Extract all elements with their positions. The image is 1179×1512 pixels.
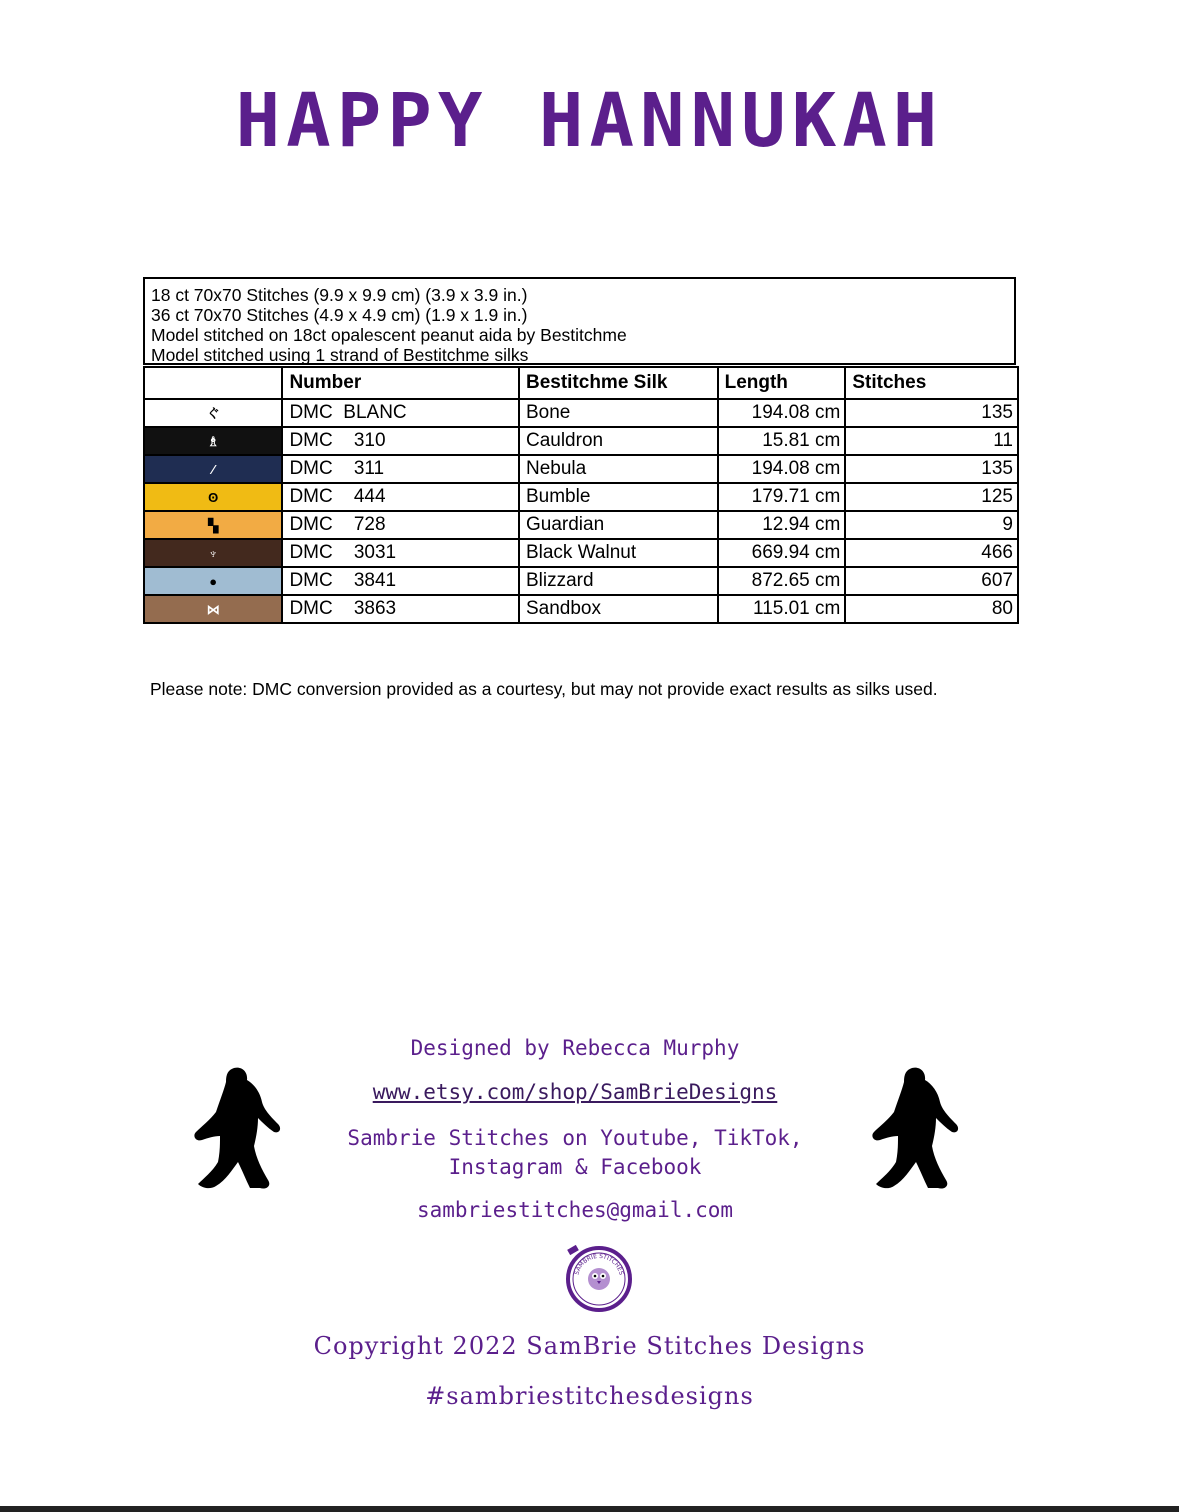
stitch-symbol-icon: ♆	[208, 546, 219, 561]
thread-length: 15.81 cm	[718, 427, 846, 455]
sambrie-stitches-logo-icon	[564, 1243, 634, 1313]
info-line-18ct: 18 ct 70x70 Stitches (9.9 x 9.9 cm) (3.9 x 3.9 in.)	[151, 285, 528, 305]
stitch-count: 80	[845, 595, 1018, 623]
bigfoot-silhouette-left-icon	[186, 1062, 286, 1192]
stitch-count: 135	[845, 455, 1018, 483]
info-line-fabric: Model stitched on 18ct opalescent peanut aida by Bestitchme	[151, 325, 627, 345]
silk-name: Blizzard	[519, 567, 718, 595]
silk-name: Nebula	[519, 455, 718, 483]
stitch-count: 11	[845, 427, 1018, 455]
table-row	[144, 399, 1018, 427]
silk-name: Bumble	[519, 483, 718, 511]
pattern-info-box	[143, 277, 1016, 365]
hashtag-text: #sambriestitchesdesigns	[425, 1382, 754, 1410]
dmc-number: DMC 310	[282, 427, 519, 455]
table-row	[144, 567, 1018, 595]
silk-name: Guardian	[519, 511, 718, 539]
thread-length: 12.94 cm	[718, 511, 846, 539]
stitch-count: 135	[845, 399, 1018, 427]
table-row	[144, 595, 1018, 623]
thread-length: 669.94 cm	[718, 539, 846, 567]
thread-length: 194.08 cm	[718, 399, 846, 427]
table-row	[144, 539, 1018, 567]
bottom-border	[0, 1506, 1179, 1512]
header-length: Length	[718, 367, 846, 399]
info-line-strands: Model stitched using 1 strand of Bestitchme silks	[151, 345, 529, 365]
social-media-text: Sambrie Stitches on Youtube, TikTok, Instagram & Facebook	[347, 1126, 803, 1179]
stitch-count: 466	[845, 539, 1018, 567]
table-row	[144, 427, 1018, 455]
color-swatch	[144, 567, 282, 595]
copyright-text: Copyright 2022 SamBrie Stitches Designs	[313, 1332, 866, 1360]
thread-length: 115.01 cm	[718, 595, 846, 623]
contact-email[interactable]: sambriestitches@gmail.com	[416, 1198, 734, 1222]
stitch-count: 607	[845, 567, 1018, 595]
info-line-36ct: 36 ct 70x70 Stitches (4.9 x 4.9 cm) (1.9 x 1.9 in.)	[151, 305, 528, 325]
color-swatch	[144, 539, 282, 567]
stitch-symbol-icon: ●	[209, 574, 218, 589]
stitch-symbol-icon: ♗	[207, 434, 220, 449]
header-number: Number	[282, 367, 519, 399]
stitch-symbol-icon: ▚	[208, 518, 219, 533]
dmc-conversion-note: Please note: DMC conversion provided as a courtesy, but may not provide exact results as silks used.	[150, 679, 938, 699]
thread-length: 179.71 cm	[718, 483, 846, 511]
stitch-symbol-icon: ぐ	[206, 406, 220, 421]
etsy-shop-link[interactable]: www.etsy.com/shop/SamBrieDesigns	[372, 1080, 778, 1104]
silk-name: Black Walnut	[519, 539, 718, 567]
color-swatch	[144, 483, 282, 511]
header-silk: Bestitchme Silk	[519, 367, 718, 399]
silk-name: Cauldron	[519, 427, 718, 455]
thread-length: 194.08 cm	[718, 455, 846, 483]
logo-text: SAMBRIE STITCHES	[573, 1252, 625, 1276]
stitch-count: 125	[845, 483, 1018, 511]
dmc-number: DMC 3863	[282, 595, 519, 623]
thread-key-table	[143, 366, 1019, 624]
table-row	[144, 511, 1018, 539]
dmc-number: DMC 3031	[282, 539, 519, 567]
dmc-number: DMC BLANC	[282, 399, 519, 427]
dmc-number: DMC 3841	[282, 567, 519, 595]
table-row	[144, 455, 1018, 483]
color-swatch	[144, 595, 282, 623]
page-title: HAPPY HANNUKAH	[235, 78, 944, 164]
dmc-number: DMC 728	[282, 511, 519, 539]
dmc-number: DMC 311	[282, 455, 519, 483]
stitch-count: 9	[845, 511, 1018, 539]
header-stitches: Stitches	[845, 367, 1018, 399]
header-swatch	[144, 367, 282, 399]
stitch-symbol-icon: ⁄	[212, 462, 215, 477]
color-swatch	[144, 399, 282, 427]
silk-name: Bone	[519, 399, 718, 427]
stitch-symbol-icon: ʘ	[208, 490, 219, 505]
silk-name: Sandbox	[519, 595, 718, 623]
designer-credit: Designed by Rebecca Murphy	[410, 1036, 740, 1060]
table-header-row	[144, 367, 1018, 399]
thread-length: 872.65 cm	[718, 567, 846, 595]
dmc-number: DMC 444	[282, 483, 519, 511]
stitch-symbol-icon: ⋈	[206, 602, 220, 617]
color-swatch	[144, 455, 282, 483]
table-row	[144, 483, 1018, 511]
bigfoot-silhouette-right-icon	[864, 1062, 964, 1192]
color-swatch	[144, 427, 282, 455]
color-swatch	[144, 511, 282, 539]
